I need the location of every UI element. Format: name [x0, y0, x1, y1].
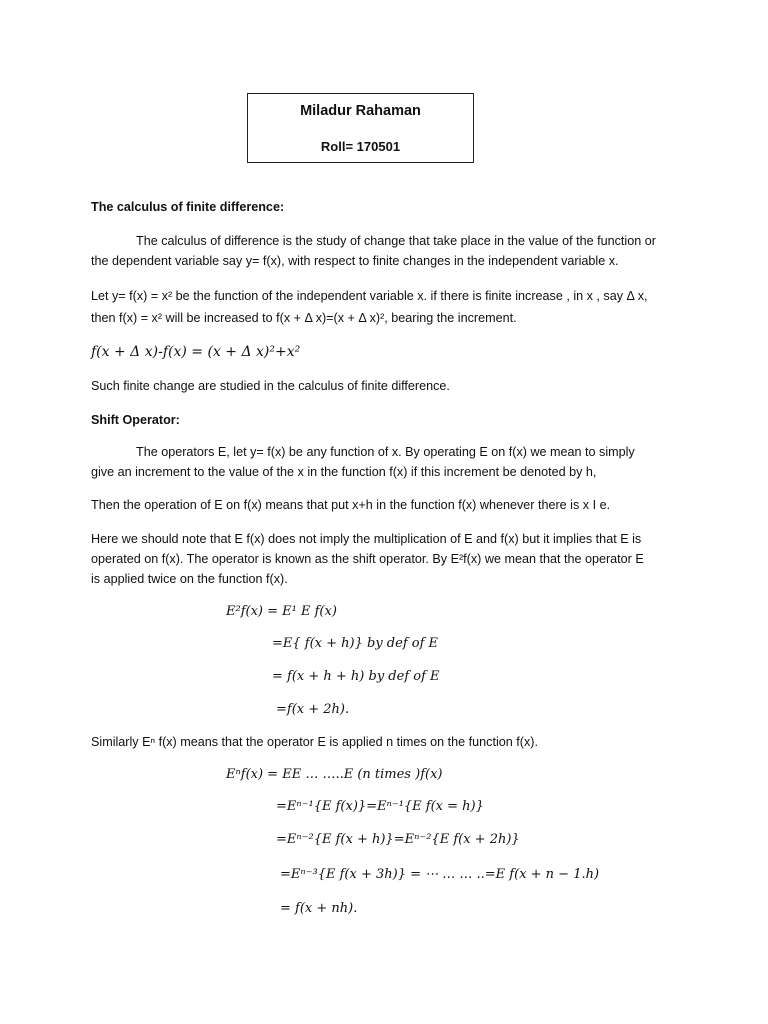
author-box — [247, 93, 474, 163]
equation-line: = f(x + nh). — [280, 901, 358, 916]
paragraph-line: The operators E, let y= f(x) be any function of x. By operating E on f(x) we mean to simply — [136, 445, 635, 459]
paragraph-line: operated on f(x). The operator is known as the shift operator. By E²f(x) we mean that the operator E — [91, 552, 644, 566]
section-heading-finite-difference: The calculus of finite difference: — [91, 200, 285, 214]
paragraph-line: the dependent variable say y= f(x), with respect to finite changes in the independent variable x. — [91, 254, 619, 268]
equation-increment: f(x + Δ x)-f(x) = (x + Δ x)²+x² — [91, 344, 301, 360]
equation-line: E²f(x) = E¹ E f(x) — [226, 604, 337, 619]
equation-line: =E{ f(x + h)} by def of E — [272, 636, 439, 651]
roll-number: Roll= 170501 — [320, 139, 401, 154]
paragraph-line: is applied twice on the function f(x). — [91, 572, 288, 586]
paragraph-line: Then the operation of E on f(x) means that put x+h in the function f(x) whenever there is x I e. — [91, 498, 611, 512]
section-heading-shift-operator: Shift Operator: — [91, 413, 180, 427]
equation-line: =Eⁿ⁻²{E f(x + h)}=Eⁿ⁻²{E f(x + 2h)} — [276, 832, 520, 847]
paragraph-line: Here we should note that E f(x) does not imply the multiplication of E and f(x) but it implies that E is — [91, 532, 642, 546]
equation-line: = f(x + h + h) by def of E — [272, 669, 440, 684]
equation-line: =Eⁿ⁻³{E f(x + 3h)} = ⋯ … … ..=E f(x + n − 1.h) — [280, 867, 600, 882]
paragraph-line: then f(x) = x² will be increased to f(x + Δ x)=(x + Δ x)², bearing the increment. — [91, 311, 517, 325]
paragraph-line: Similarly Eⁿ f(x) means that the operator E is applied n times on the function f(x). — [91, 735, 538, 749]
paragraph-line: The calculus of difference is the study of change that take place in the value of the function or — [136, 234, 656, 248]
equation-line: =Eⁿ⁻¹{E f(x)}=Eⁿ⁻¹{E f(x = h)} — [276, 799, 484, 814]
author-name: Miladur Rahaman — [300, 103, 421, 119]
paragraph-line: Let y= f(x) = x² be the function of the independent variable x. if there is finite increase , in x , say Δ x, — [91, 289, 648, 303]
paragraph-line: give an increment to the value of the x in the function f(x) if this increment be denoted by h, — [91, 465, 597, 479]
equation-line: =f(x + 2h). — [276, 702, 350, 717]
equation-line: Eⁿf(x) = EE … …..E (n times )f(x) — [226, 767, 443, 782]
paragraph-line: Such finite change are studied in the calculus of finite difference. — [91, 379, 450, 393]
